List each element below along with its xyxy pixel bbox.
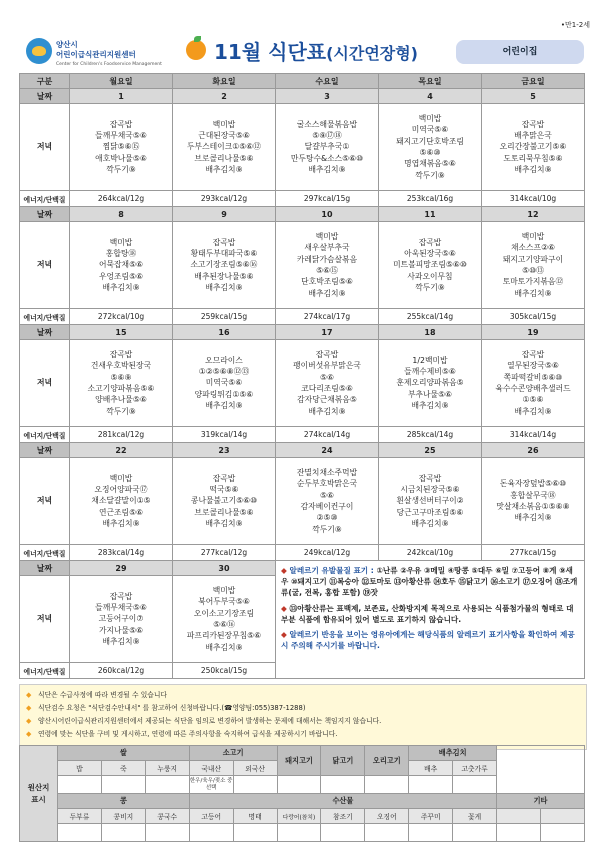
origin-value-cell [365,824,409,842]
menu-item: 시금치된장국⑤⑥ [400,485,460,495]
menu-cell [482,340,585,427]
energy-cell: 274kcal/14g [276,427,379,443]
menu-item: 감자당근채볶음⑤ [297,395,357,405]
menu-item: 잡곡밥 [315,350,339,360]
menu-item: ②⑤⑩ [316,513,338,523]
origin-sub-cell: 고등어 [189,809,233,824]
orange-fruit-icon [186,40,206,60]
energy-cell: 255kcal/14g [379,309,482,325]
origin-duck-header: 오리고기 [365,746,409,776]
date-cell: 10 [276,207,379,222]
menu-item: 백미밥 [109,473,133,483]
menu-item: 브로콜리나물⑤⑥ [194,153,254,163]
date-label: 날짜 [20,443,70,458]
allergy-warning: 알레르기 반응을 보이는 영유아에게는 해당식품의 알레르기 표기사항을 확인하여 제공 시 주의해 주시기를 바랍니다. [281,630,575,651]
menu-cell [173,222,276,309]
origin-sub-cell [497,809,541,824]
menu-item: 소고기양파볶음⑤⑥ [87,384,155,393]
energy-cell: 305kcal/15g [482,309,585,325]
menu-cell [173,340,276,427]
date-label: 날짜 [20,207,70,222]
age-group-label: •만1-2세 [560,21,590,29]
menu-item: 잡곡밥 [212,473,236,483]
date-cell: 9 [173,207,276,222]
weekday-header: 월요일 [70,74,173,89]
origin-chicken-header: 닭고기 [321,746,365,776]
date-cell: 1 [70,89,173,104]
energy-cell: 283kcal/14g [70,545,173,561]
menu-item: 깍두기⑨ [106,406,136,416]
origin-value-cell [365,776,409,794]
menu-item: 굴소스해물볶음밥 [296,119,358,129]
allergy-notice [276,561,585,679]
menu-item: 파프리카된장무침⑤⑥ [186,631,262,641]
origin-value-cell [497,824,541,842]
menu-item: 도토리묵무침⑤⑥ [503,153,563,163]
menu-item: 북어두부국⑤⑥ [198,597,250,607]
energy-cell: 277kcal/12g [173,545,276,561]
energy-cell: 259kcal/15g [173,309,276,325]
origin-sub-cell: 국내산 [189,761,233,776]
menu-item: 달걀부추국① [304,142,350,152]
menu-cell [276,458,379,545]
menu-item: 잡곡밥 [212,237,236,247]
menu-item: 채소스프②⑥ [510,243,556,253]
note-line: ◆ 양산시어린이급식관리지원센터에서 제공되는 식단을 임의로 변경하여 발생하는 문제에 대해서는 책임지지 않습니다. [20,715,586,728]
menu-item: ⑤⑥ [320,372,334,382]
menu-item: 홍합탕⑱ [105,249,137,259]
menu-item: 단호박조림⑤⑥ [301,277,353,287]
origin-sub-cell: 누룽지 [145,761,189,776]
menu-item: 들깨무채국⑤⑥ [95,131,147,141]
menu-item: 배추김치⑨ [102,282,140,292]
energy-cell: 293kcal/12g [173,191,276,207]
origin-sub-cell: 두부류 [58,809,102,824]
menu-item: 배추김치⑨ [205,282,243,292]
menu-item: 배추김치⑨ [205,164,243,174]
energy-cell: 314kcal/14g [482,427,585,443]
menu-item: 채소달걀말이①⑤ [91,496,151,506]
menu-cell [70,340,173,427]
allergy-title: 알레르기 유발물질 표기 : [289,566,374,575]
dinner-label: 저녁 [20,104,70,191]
origin-sub-cell: 외국산 [233,761,277,776]
origin-value-cell [453,824,497,842]
menu-item: 배추김치⑨ [514,406,552,416]
date-cell: 22 [70,443,173,458]
menu-item: 배추김치⑨ [205,400,243,410]
energy-label: 에너지/단백질 [20,427,70,443]
dinner-label: 저녁 [20,222,70,309]
origin-value-cell [277,776,321,794]
date-cell: 29 [70,561,173,576]
menu-item: 어묵잡채⑤⑥ [98,260,144,270]
menu-item: 코다리조림⑤⑥ [301,384,353,393]
menu-item: 백미밥 [521,232,545,242]
menu-item: 배추맑은국 [514,131,552,141]
menu-item: 배추김치⑨ [205,518,243,528]
menu-table [19,73,585,679]
menu-cell [173,458,276,545]
menu-item: 잡곡밥 [109,350,133,360]
energy-cell: 253kcal/16g [379,191,482,207]
menu-item: 아욱된장국⑤⑥ [404,249,456,259]
menu-item: ⑤⑥⑩ [419,148,441,157]
origin-bean-header: 콩 [58,794,190,809]
origin-value-cell [101,824,145,842]
energy-cell: 250kcal/15g [173,663,276,679]
date-cell: 15 [70,325,173,340]
date-cell: 18 [379,325,482,340]
menu-item: 깍두기⑨ [415,282,445,292]
energy-label: 에너지/단백질 [20,191,70,207]
menu-item: 맛살채소볶음①⑤⑥⑧ [496,502,570,511]
date-cell: 2 [173,89,276,104]
menu-item: 배추김치⑨ [411,400,449,410]
origin-kimchi-header: 배추김치 [409,746,497,761]
menu-cell [276,104,379,191]
menu-item: 배추김치⑨ [205,642,243,652]
note-line: ◆ 식단은 수급사정에 따라 변경될 수 있습니다 [20,689,586,702]
menu-item: ⑤⑥⑮ [316,266,338,275]
origin-sub-cell: 죽 [101,761,145,776]
origin-sub-cell: 명태 [233,809,277,824]
origin-value-cell [58,824,102,842]
menu-item: 백미밥 [109,237,133,247]
date-cell: 17 [276,325,379,340]
menu-cell [276,222,379,309]
menu-item: 당근고구마조림⑤⑥ [396,507,464,517]
menu-item: 미트볼피망조림⑤⑥⑩ [393,260,467,270]
origin-beef-header: 소고기 [189,746,277,761]
menu-item: 깍두기⑨ [312,524,342,534]
logo-english: Center for Children's Foodservice Management [56,62,162,67]
menu-item: 백미밥 [315,232,339,242]
origin-value-cell [145,776,189,794]
origin-value-cell [321,776,365,794]
menu-cell [482,222,585,309]
origin-sub-cell: 오징어 [365,809,409,824]
menu-cell [379,222,482,309]
menu-item: ①②⑤⑥⑧⑫⑬ [198,367,250,377]
note-line: ◆ 연령에 맞는 식단을 구비 및 게시하고, 연령에 따른 주의사항을 숙지하여 급식을 제공하시기 바랍니다. [20,728,586,741]
date-cell: 8 [70,207,173,222]
origin-sub-cell: 콩비지 [101,809,145,824]
menu-cell [173,576,276,663]
origin-sub-cell: 꽃게 [453,809,497,824]
weekday-header: 화요일 [173,74,276,89]
menu-item: ⑤⑥⑯ [213,620,235,629]
dinner-label: 저녁 [20,458,70,545]
menu-item: 잡곡밥 [109,591,133,601]
menu-item: 훈제오리양파볶음⑤ [396,378,464,388]
origin-value-cell [277,824,321,842]
date-cell: 4 [379,89,482,104]
energy-cell: 249kcal/12g [276,545,379,561]
date-cell: 19 [482,325,585,340]
menu-item: 근대된장국⑤⑥ [198,131,250,141]
energy-cell: 297kcal/15g [276,191,379,207]
menu-item: 새우살부추국 [304,243,350,253]
center-logo-text [56,40,162,70]
menu-item: 가지나물⑤⑥ [98,625,144,635]
menu-item: 돼지고기단호박조림 [396,136,464,146]
date-cell: 16 [173,325,276,340]
menu-item: 잡곡밥 [418,473,442,483]
menu-item: 오리간장불고기⑤⑥ [499,142,567,152]
origin-sub-cell: 고춧가루 [453,761,497,776]
menu-item: 배추김치⑨ [514,288,552,298]
menu-item: 두부스테이크①⑤⑥⑫ [187,142,261,152]
title-month: 11월 [214,40,262,64]
menu-item: 배추김치⑨ [308,288,346,298]
menu-item: 백미밥 [212,119,236,129]
note-line: ◆ 식단검수 요청은 "식단검수안내서" 를 참고하여 신청바랍니다.(☎영양팀:055)387-1288) [20,702,586,715]
gubun-header: 구분 [20,74,70,89]
origin-sub-cell: 참조기 [321,809,365,824]
menu-item: 홍합살무국⑱ [510,490,556,500]
menu-item: ⑤⑩⑬ [522,266,544,275]
menu-item: 오징어양파국⑰ [94,485,148,495]
menu-item: 만두탕수&소스⑤⑥⑩ [290,153,364,163]
menu-item: 연근조림⑤⑥ [98,507,144,517]
menu-cell [70,576,173,663]
header [18,36,584,68]
origin-sub-cell: 주꾸미 [409,809,453,824]
menu-item: 배추김치⑨ [514,513,552,523]
menu-item: 우엉조림⑤⑥ [98,271,144,281]
origin-pork-header: 돼지고기 [277,746,321,776]
origin-side-label: 원산지 표시 [20,746,58,842]
date-label: 날짜 [20,325,70,340]
menu-cell [70,104,173,191]
weekday-header: 목요일 [379,74,482,89]
menu-item: 배추김치⑨ [514,164,552,174]
date-cell: 23 [173,443,276,458]
page-title [214,36,418,65]
origin-sub-cell: 콩국수 [145,809,189,824]
menu-item: 배추김치⑨ [102,518,140,528]
menu-item: 흰살생선버터구이② [396,496,464,506]
origin-rice-header: 쌀 [58,746,190,761]
logo-city: 양산시 [56,40,78,49]
dinner-label: 저녁 [20,340,70,427]
menu-item: 잔멸치채소주먹밥 [296,468,358,478]
origin-seafood-header: 수산물 [189,794,496,809]
date-cell: 30 [173,561,276,576]
menu-item: 감자베이컨구이 [300,502,354,511]
origin-blank-cell [497,746,585,794]
menu-item: 잡곡밥 [418,237,442,247]
center-logo-icon [26,38,52,64]
menu-item: 배추김치⑨ [308,164,346,174]
energy-cell: 264kcal/12g [70,191,173,207]
energy-cell: 277kcal/15g [482,545,585,561]
menu-item: 잡곡밥 [109,119,133,129]
energy-cell: 272kcal/10g [70,309,173,325]
origin-value-cell [453,776,497,794]
weekday-header: 수요일 [276,74,379,89]
menu-item: 배추김치⑨ [308,406,346,416]
origin-value-cell [233,776,277,794]
origin-sub-cell: 배추 [409,761,453,776]
origin-value-cell [233,824,277,842]
title-paren: (시간연장형) [326,44,418,63]
menu-item: 오므라이스 [205,355,243,365]
menu-item: 카레닭가슴살볶음 [296,254,358,264]
energy-label: 에너지/단백질 [20,545,70,561]
menu-item: 양배추나물⑤⑥ [95,395,147,405]
date-cell: 11 [379,207,482,222]
date-cell: 25 [379,443,482,458]
menu-item: 명엽채볶음⑤⑥ [404,159,456,169]
menu-cell [482,104,585,191]
origin-value-cell [101,776,145,794]
menu-cell [173,104,276,191]
origin-value-cell [540,824,584,842]
menu-item: 백미밥 [418,114,442,124]
origin-sub-cell [540,809,584,824]
menu-item: 애호박나물⑤⑥ [95,153,147,163]
menu-item: 배추된장나물⑤⑥ [194,271,254,281]
date-label: 날짜 [20,89,70,104]
origin-value-cell [189,824,233,842]
origin-sub-cell: 밥 [58,761,102,776]
menu-cell [276,340,379,427]
menu-item: 팽이버섯유부맑은국 [293,361,361,371]
menu-cell [379,340,482,427]
menu-item: 깍두기⑨ [415,170,445,180]
energy-cell: 274kcal/17g [276,309,379,325]
menu-item: 떡국⑤⑥ [209,485,239,495]
menu-cell [379,458,482,545]
energy-cell: 319kcal/14g [173,427,276,443]
energy-label: 에너지/단백질 [20,309,70,325]
origin-value-cell [58,776,102,794]
menu-cell [482,458,585,545]
origin-etc-header: 기타 [497,794,585,809]
menu-item: 부추나물⑤⑥ [407,389,453,399]
menu-item: ①⑤⑥ [522,395,544,405]
menu-item: 육수수콘양배추샐러드 [495,384,571,393]
menu-item: 돈육자장덮밥⑤⑥⑩ [499,479,567,489]
menu-item: 열무된장국⑤⑥ [507,361,559,371]
origin-table [19,745,585,842]
menu-item: 미역국⑤⑥ [411,125,449,135]
allergy-list: ①난류 ②우유 ③메밀 ④땅콩 ⑤대두 ⑥밀 ⑦고등어 ⑧게 ⑨새우 ⑩돼지고기 ⑪복숭아 ⑫토마토 ⑬아황산류 ⑭호두 ⑮닭고기 ⑯소고기 ⑰오징어 ⑱조개류(굴, 전복, 홍합 포함) ⑲잣 [281,566,578,598]
energy-label: 에너지/단백질 [20,663,70,679]
origin-value-cell [409,776,453,794]
date-label: 날짜 [20,561,70,576]
menu-item: 들깨무채국⑤⑥ [95,603,147,613]
date-cell: 5 [482,89,585,104]
menu-item: 쪽파떡갈비⑤⑥⑩ [503,372,563,382]
sulfite-note: ⑬아황산류는 표백제, 보존료, 산화방지제 목적으로 사용되는 식품첨가물의 형태로 대부분 식품에 함유되어 있어 별도로 표기하지 않습니다. [281,603,574,624]
origin-value-cell [409,824,453,842]
menu-item: 배추김치⑨ [102,636,140,646]
weekday-header: 금요일 [482,74,585,89]
logo-name: 어린이급식관리지원센터 [56,50,136,59]
menu-item: 잡곡밥 [521,119,545,129]
menu-item: ⑤⑥ [320,490,334,500]
menu-item: 소고기장조림⑤⑥⑯ [190,260,258,270]
menu-item: 1/2백미밥 [412,355,448,365]
energy-cell: 242kcal/10g [379,545,482,561]
date-cell: 24 [276,443,379,458]
diamond-icon: ◆ [281,603,290,613]
menu-item: 미역국⑤⑥ [205,378,243,388]
menu-item: 배추김치⑨ [411,518,449,528]
menu-item: 사과오이무침 [407,271,453,281]
date-cell: 26 [482,443,585,458]
menu-item: 콩나물불고기⑤⑥⑩ [190,496,258,506]
origin-value-cell [145,824,189,842]
origin-sub-cell: 다랑어(참치) [277,809,321,824]
origin-value-cell [321,824,365,842]
menu-item: 찜닭⑤⑥⑮ [102,142,140,152]
menu-cell [70,222,173,309]
dinner-label: 저녁 [20,576,70,663]
menu-item: 들깨수제비⑤⑥ [404,367,456,377]
diamond-icon: ◆ [281,566,290,575]
menu-item: ⑤⑨⑰⑱ [312,131,342,141]
notes-box [19,684,587,750]
facility-badge: 어린이집 [456,40,584,64]
menu-item: 잡곡밥 [521,350,545,360]
menu-item: 깍두기⑨ [106,164,136,174]
menu-item: 고등어구이⑦ [98,614,144,624]
menu-item: 백미밥 [212,586,236,596]
energy-cell: 314kcal/10g [482,191,585,207]
menu-item: 건새우호박된장국 [90,361,152,371]
menu-item: 양파링튀김①⑤⑥ [194,389,254,399]
energy-cell: 260kcal/12g [70,663,173,679]
menu-item: 브로콜리나물⑤⑥ [194,507,254,517]
menu-cell [70,458,173,545]
energy-cell: 281kcal/12g [70,427,173,443]
menu-item: 돼지고기양파구이 [502,254,564,264]
energy-cell: 285kcal/14g [379,427,482,443]
menu-item: 오이소고기장조림 [193,608,255,618]
menu-item: 황태두부대파국⑤⑥ [190,249,258,259]
menu-item: 순두부호박맑은국 [296,479,358,489]
title-main: 식단표 [268,40,327,64]
date-cell: 12 [482,207,585,222]
origin-beef-value: 한우/육우/젖소 중 선택 [189,776,233,794]
menu-cell [379,104,482,191]
menu-item: 토마토가지볶음⑫ [502,277,564,287]
date-cell: 3 [276,89,379,104]
menu-item: ⑤⑥⑨ [110,372,132,382]
diamond-icon: ◆ [281,630,290,640]
